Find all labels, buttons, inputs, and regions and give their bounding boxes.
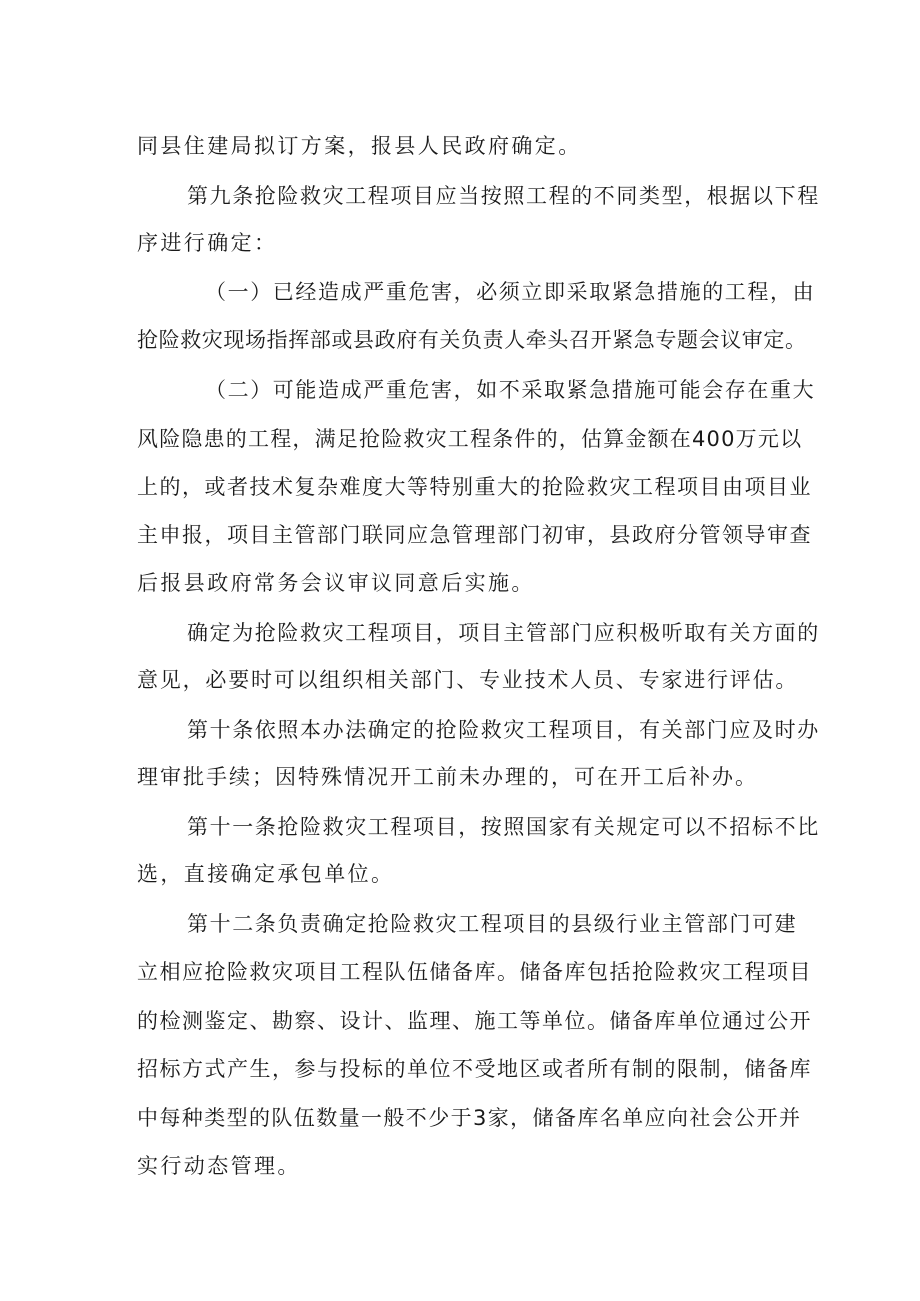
text-line: 序进行确定： [137,231,278,255]
text-line: 第十条依照本办法确定的抢险救灾工程项目，有关部门应及时办 [187,718,820,742]
text-line: 立相应抢险救灾项目工程队伍储备库。储备库包括抢险救灾工程项目 [137,960,812,984]
text-line: 主申报，项目主管部门联同应急管理部门初审，县政府分管领导审查 [137,523,812,547]
text-line: 第十一条抢险救灾工程项目，按照国家有关规定可以不招标不比 [187,815,820,839]
text-line: 理审批手续；因特殊情况开工前未办理的，可在开工后补办。 [137,765,758,789]
text-line: 第十二条负责确定抢险救灾工程项目的县级行业主管部门可建 [187,912,798,936]
text-line: 上的，或者技术复杂难度大等特别重大的抢险救灾工程项目由项目业 [137,475,812,499]
text-line: 确定为抢险救灾工程项目，项目主管部门应积极听取有关方面的 [187,621,820,645]
text-line: （一）已经造成严重危害，必须立即采取紧急措施的工程，由 [205,280,816,304]
text-line: 中每种类型的队伍数量一般不少于3家，储备库名单应向社会公开并 [137,1106,802,1130]
text-line: 抢险救灾现场指挥部或县政府有关负责人牵头召开紧急专题会议审定。 [137,328,807,352]
text-line: 风险隐患的工程，满足抢险救灾工程条件的，估算金额在400万元以 [137,427,803,451]
text-line: 同县住建局拟订方案，报县人民政府确定。 [137,134,582,158]
text-line: 第九条抢险救灾工程项目应当按照工程的不同类型，根据以下程 [187,184,820,208]
text-line: （二）可能造成严重危害，如不采取紧急措施可能会存在重大 [205,378,816,402]
text-line: 后报县政府常务会议审议同意后实施。 [137,571,535,595]
text-line: 招标方式产生，参与投标的单位不受地区或者所有制的限制，储备库 [137,1057,812,1081]
text-line: 选，直接确定承包单位。 [137,862,395,886]
text-line: 实行动态管理。 [137,1154,301,1178]
text-line: 意见，必要时可以组织相关部门、专业技术人员、专家进行评估。 [137,668,799,692]
text-line: 的检测鉴定、勘察、设计、监理、施工等单位。储备库单位通过公开 [137,1009,812,1033]
